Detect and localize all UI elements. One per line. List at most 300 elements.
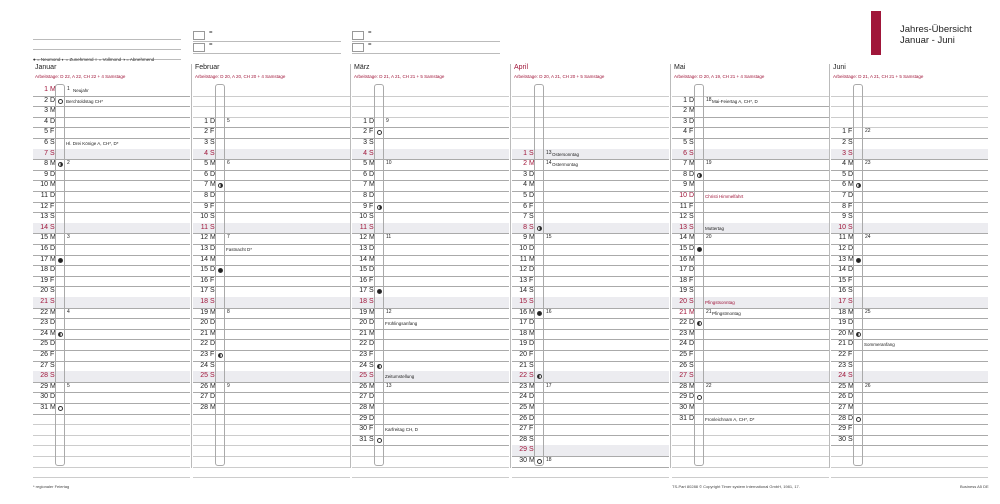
- weekday-letter: F: [529, 202, 534, 210]
- weekday-letter: S: [210, 213, 215, 221]
- day-number: 29: [679, 393, 687, 401]
- weekday-letter: S: [210, 139, 215, 146]
- day-number: 26: [359, 382, 367, 390]
- day-number: 14: [40, 223, 48, 231]
- day-number: 7: [44, 149, 48, 157]
- week-number: 14: [546, 160, 552, 167]
- day-number: 23: [519, 382, 527, 390]
- weekday-letter: S: [689, 149, 694, 157]
- weekday-letter: F: [848, 276, 853, 284]
- day-number: 6: [204, 170, 208, 178]
- day-number: 1: [44, 86, 48, 93]
- weekday-letter: M: [689, 107, 695, 115]
- weekday-letter: D: [210, 393, 216, 401]
- weekday-letter: M: [50, 255, 56, 263]
- weekday-letter: S: [210, 372, 215, 380]
- weekday-letter: M: [529, 234, 535, 242]
- day-number: 14: [200, 255, 208, 263]
- week-number: 5: [227, 117, 230, 124]
- day-number: 13: [679, 223, 687, 231]
- day-number: 17: [519, 319, 527, 327]
- weekday-letter: D: [689, 96, 695, 104]
- page-title: [900, 24, 972, 46]
- weekday-letter: D: [848, 170, 854, 178]
- day-number: 29: [40, 382, 48, 390]
- day-number: 15: [838, 276, 846, 284]
- weekday-letter: F: [50, 276, 55, 284]
- day-number: 23: [679, 329, 687, 337]
- day-number: 25: [519, 404, 527, 411]
- day-number: 16: [838, 287, 846, 295]
- day-number: 3: [683, 117, 687, 125]
- weekday-letter: M: [529, 160, 535, 168]
- binding-tab: [55, 84, 65, 466]
- weekday-letter: M: [50, 329, 56, 337]
- weekday-letter: M: [210, 329, 216, 337]
- empty-row: [672, 467, 829, 479]
- month-workdays: Arbeitstage: D 21, A 21, CH 21 + 5 Samstage: [833, 74, 924, 79]
- weekday-letter: F: [369, 128, 374, 136]
- day-event: Hl. Drei Könige A, CH*, D*: [66, 141, 119, 146]
- day-number: 15: [200, 266, 208, 274]
- day-number: 11: [679, 202, 687, 210]
- weekday-letter: M: [689, 382, 695, 390]
- weekday-letter: M: [50, 86, 56, 93]
- weekday-letter: D: [689, 319, 695, 327]
- weekday-letter: M: [210, 160, 216, 168]
- day-number: 9: [842, 213, 846, 221]
- weekday-letter: S: [529, 213, 534, 221]
- weekday-letter: M: [689, 404, 695, 411]
- week-number: 18: [546, 457, 552, 463]
- weekday-letter: S: [369, 435, 374, 443]
- weekday-letter: D: [210, 170, 216, 178]
- weekday-letter: F: [529, 276, 534, 284]
- month-name: Mai: [674, 64, 686, 71]
- day-number: 20: [838, 329, 846, 337]
- day-number: 1: [842, 128, 846, 136]
- day-number: 22: [838, 351, 846, 358]
- day-number: 28: [679, 382, 687, 390]
- week-number: 18: [706, 96, 712, 103]
- weekday-letter: S: [848, 298, 853, 305]
- day-number: 31: [679, 414, 687, 422]
- week-number: 10: [386, 160, 392, 167]
- weekday-letter: M: [210, 181, 216, 189]
- weekday-letter: S: [689, 223, 694, 231]
- day-number: 17: [359, 287, 367, 295]
- day-number: 10: [40, 181, 48, 189]
- day-number: 19: [359, 308, 367, 316]
- day-number: 25: [40, 340, 48, 348]
- weekday-letter: S: [369, 139, 374, 146]
- weekday-letter: M: [50, 308, 56, 316]
- weekday-letter: D: [848, 266, 854, 274]
- weekday-letter: D: [848, 192, 854, 199]
- month-separator: [350, 64, 351, 468]
- weekday-letter: D: [50, 245, 56, 252]
- weekday-letter: S: [848, 213, 853, 221]
- day-number: 23: [40, 319, 48, 327]
- weekday-letter: S: [50, 361, 55, 369]
- empty-row: [512, 467, 669, 479]
- weekday-letter: F: [50, 202, 55, 210]
- month-name: Februar: [195, 64, 220, 71]
- weekday-letter: S: [689, 361, 694, 369]
- weekday-letter: F: [50, 128, 55, 136]
- weekday-letter: D: [848, 340, 854, 348]
- day-number: 8: [363, 192, 367, 199]
- day-number: 21: [519, 361, 527, 369]
- day-number: 29: [838, 425, 846, 433]
- day-number: 12: [519, 266, 527, 274]
- weekday-letter: S: [369, 223, 374, 231]
- weekday-letter: S: [848, 149, 853, 157]
- month-workdays: Arbeitstage: D 20, A 20, CH 20 + 4 Samstage: [195, 74, 286, 79]
- day-number: 30: [40, 393, 48, 401]
- day-number: 6: [363, 170, 367, 178]
- week-number: 1: [67, 86, 70, 92]
- empty-row: [352, 467, 509, 479]
- weekday-letter: D: [210, 117, 216, 125]
- day-number: 19: [679, 287, 687, 295]
- weekday-letter: M: [848, 234, 854, 242]
- weekday-letter: M: [529, 457, 535, 464]
- weekday-letter: S: [529, 149, 534, 157]
- weekday-letter: M: [848, 404, 854, 411]
- day-event: Muttertag: [705, 225, 725, 231]
- weekday-letter: S: [369, 287, 374, 295]
- week-number: 12: [386, 308, 392, 315]
- title-line-2: Januar - Juni: [900, 35, 955, 46]
- day-number: 7: [683, 160, 687, 168]
- weekday-letter: S: [529, 298, 534, 305]
- weekday-letter: S: [50, 298, 55, 305]
- weekday-letter: S: [210, 361, 215, 369]
- day-number: 19: [519, 340, 527, 348]
- day-number: 17: [679, 266, 687, 274]
- weekday-letter: D: [210, 319, 216, 327]
- day-number: 8: [842, 202, 846, 210]
- month-name: Januar: [35, 64, 57, 71]
- week-number: 11: [386, 234, 392, 241]
- weekday-letter: M: [369, 255, 375, 263]
- day-event: Zeitumstellung: [385, 374, 415, 380]
- weekday-letter: F: [848, 425, 853, 433]
- weekday-letter: D: [210, 340, 216, 348]
- weekday-letter: D: [50, 340, 56, 348]
- day-number: 27: [40, 361, 48, 369]
- day-number: 9: [523, 234, 527, 242]
- day-number: 3: [44, 107, 48, 115]
- day-number: 15: [519, 298, 527, 305]
- weekday-letter: D: [369, 245, 375, 252]
- weekday-letter: D: [529, 170, 535, 178]
- weekday-letter: M: [50, 234, 56, 242]
- weekday-letter: D: [848, 245, 854, 252]
- weekday-letter: M: [848, 255, 854, 263]
- day-number: 25: [838, 382, 846, 390]
- weekday-letter: S: [848, 372, 853, 380]
- weekday-letter: D: [50, 393, 56, 401]
- day-number: 11: [200, 223, 208, 231]
- day-number: 14: [519, 287, 527, 295]
- day-number: 9: [204, 202, 208, 210]
- day-number: 18: [359, 298, 367, 305]
- weekday-letter: M: [689, 255, 695, 263]
- month-workdays: Arbeitstage: D 20, A 21, CH 20 + 5 Samstage: [514, 74, 605, 79]
- weekday-letter: D: [689, 117, 695, 125]
- day-event: Ostermontag: [552, 162, 579, 168]
- weekday-letter: M: [369, 234, 375, 242]
- weekday-letter: S: [50, 372, 55, 380]
- week-number: 13: [386, 382, 392, 389]
- weekday-letter: M: [369, 308, 375, 316]
- day-number: 11: [519, 255, 527, 263]
- day-number: 27: [838, 404, 846, 411]
- day-number: 21: [838, 340, 846, 348]
- binding-tab: [694, 84, 704, 466]
- day-number: 5: [523, 192, 527, 199]
- day-number: 18: [200, 298, 208, 305]
- day-number: 10: [200, 213, 208, 221]
- week-number: 3: [67, 234, 70, 241]
- weekday-letter: F: [369, 276, 374, 284]
- day-event: Berchtoldstag CH*: [66, 98, 104, 104]
- month-workdays: Arbeitstage: D 22, A 22, CH 22 + 4 Samstage: [35, 74, 126, 79]
- weekday-letter: M: [210, 255, 216, 263]
- day-number: 14: [838, 266, 846, 274]
- day-number: 11: [359, 223, 367, 231]
- day-number: 1: [523, 149, 527, 157]
- day-number: 27: [359, 393, 367, 401]
- weekday-letter: S: [689, 298, 694, 305]
- day-number: 13: [200, 245, 208, 252]
- day-number: 10: [679, 192, 687, 199]
- weekday-letter: S: [369, 361, 374, 369]
- weekday-letter: D: [369, 170, 375, 178]
- day-number: 13: [838, 255, 846, 263]
- weekday-letter: F: [50, 351, 55, 358]
- week-number: 7: [227, 234, 230, 241]
- week-number: 25: [865, 308, 871, 315]
- day-number: 7: [204, 181, 208, 189]
- day-number: 18: [838, 308, 846, 316]
- day-number: 12: [359, 234, 367, 242]
- day-number: 3: [523, 170, 527, 178]
- weekday-letter: M: [848, 308, 854, 316]
- month-separator: [191, 64, 192, 468]
- weekday-letter: M: [529, 329, 535, 337]
- weekday-letter: D: [689, 393, 695, 401]
- weekday-letter: D: [689, 245, 695, 252]
- weekday-letter: M: [848, 329, 854, 337]
- month-separator: [829, 64, 830, 468]
- weekday-letter: M: [50, 382, 56, 390]
- day-number: 26: [838, 393, 846, 401]
- day-event: Pfingstsonntag: [705, 300, 735, 305]
- day-number: 23: [359, 351, 367, 358]
- weekday-letter: M: [529, 181, 535, 189]
- day-number: 6: [683, 149, 687, 157]
- day-number: 1: [683, 96, 687, 104]
- day-number: 18: [519, 329, 527, 337]
- weekday-letter: S: [848, 287, 853, 295]
- day-number: 27: [519, 425, 527, 433]
- weekday-letter: S: [848, 435, 853, 443]
- weekday-letter: F: [210, 202, 215, 210]
- weekday-letter: S: [529, 372, 534, 380]
- week-number: 6: [227, 160, 230, 167]
- day-number: 22: [40, 308, 48, 316]
- weekday-letter: M: [50, 181, 56, 189]
- day-number: 3: [363, 139, 367, 146]
- weekday-letter: D: [848, 414, 854, 422]
- day-number: 19: [40, 276, 48, 284]
- footer-edition: Business A5 DE: [960, 484, 989, 489]
- day-number: 24: [40, 329, 48, 337]
- day-number: 22: [679, 319, 687, 327]
- weekday-letter: D: [529, 414, 535, 422]
- day-number: 2: [363, 128, 367, 136]
- day-number: 4: [363, 149, 367, 157]
- mini-field-group-1: = =: [193, 30, 341, 54]
- day-number: 21: [359, 329, 367, 337]
- day-number: 12: [40, 202, 48, 210]
- binding-tab: [374, 84, 384, 466]
- weekday-letter: S: [689, 139, 694, 146]
- weekday-letter: F: [848, 128, 853, 136]
- weekday-letter: D: [369, 266, 375, 274]
- weekday-letter: D: [50, 266, 56, 274]
- day-number: 26: [679, 361, 687, 369]
- weekday-letter: F: [689, 202, 694, 210]
- weekday-letter: M: [50, 160, 56, 168]
- week-number: 19: [706, 160, 712, 167]
- weekday-letter: D: [689, 266, 695, 274]
- weekday-letter: D: [369, 117, 375, 125]
- weekday-letter: M: [529, 308, 535, 316]
- day-number: 13: [40, 213, 48, 221]
- day-number: 10: [838, 223, 846, 231]
- day-number: 5: [842, 170, 846, 178]
- day-number: 24: [519, 393, 527, 401]
- weekday-letter: M: [689, 329, 695, 337]
- weekday-letter: S: [210, 149, 215, 157]
- day-number: 24: [359, 361, 367, 369]
- day-number: 28: [838, 414, 846, 422]
- week-number: 5: [67, 382, 70, 389]
- day-number: 20: [519, 351, 527, 358]
- header-note-lines: [33, 30, 181, 60]
- weekday-letter: F: [369, 202, 374, 210]
- weekday-letter: S: [369, 298, 374, 305]
- day-number: 8: [683, 170, 687, 178]
- weekday-letter: M: [50, 404, 56, 411]
- weekday-letter: D: [369, 319, 375, 327]
- week-number: 4: [67, 308, 70, 315]
- weekday-letter: S: [848, 361, 853, 369]
- day-number: 7: [363, 181, 367, 189]
- weekday-letter: S: [848, 139, 853, 146]
- day-number: 24: [200, 361, 208, 369]
- month-name: März: [354, 64, 370, 71]
- weekday-letter: F: [848, 202, 853, 210]
- day-number: 24: [679, 340, 687, 348]
- day-event: Neujahr: [73, 88, 89, 93]
- day-number: 30: [838, 435, 846, 443]
- empty-row: [33, 467, 190, 479]
- weekday-letter: D: [210, 192, 216, 199]
- day-event: Frühlingsanfang: [385, 321, 418, 327]
- day-number: 1: [363, 117, 367, 125]
- footer-copyright: TS-Part 80288 © Copyright Timer system International GmbH, 1981, 17.: [672, 484, 800, 489]
- weekday-letter: D: [848, 393, 854, 401]
- day-number: 3: [842, 149, 846, 157]
- weekday-letter: S: [369, 213, 374, 221]
- day-number: 20: [359, 319, 367, 327]
- weekday-letter: S: [689, 287, 694, 295]
- day-number: 8: [523, 223, 527, 231]
- day-number: 28: [359, 404, 367, 411]
- day-number: 26: [200, 382, 208, 390]
- day-number: 16: [679, 255, 687, 263]
- weekday-letter: M: [689, 160, 695, 168]
- day-number: 27: [200, 393, 208, 401]
- mini-field-group-2: = =: [352, 30, 500, 54]
- day-number: 2: [44, 96, 48, 104]
- day-number: 30: [519, 457, 527, 464]
- weekday-letter: M: [848, 181, 854, 189]
- weekday-letter: D: [369, 414, 375, 422]
- week-number: 9: [386, 117, 389, 124]
- weekday-letter: F: [529, 351, 534, 358]
- weekday-letter: D: [529, 192, 535, 199]
- weekday-letter: D: [50, 170, 56, 178]
- day-number: 19: [838, 319, 846, 327]
- day-number: 4: [842, 160, 846, 168]
- weekday-letter: M: [689, 308, 695, 316]
- day-number: 6: [44, 139, 48, 146]
- weekday-letter: S: [369, 149, 374, 157]
- day-number: 25: [679, 351, 687, 358]
- day-number: 12: [838, 245, 846, 252]
- day-event: Pfingstmontag: [712, 310, 741, 316]
- weekday-letter: D: [50, 319, 56, 327]
- day-number: 5: [363, 160, 367, 168]
- day-number: 29: [519, 446, 527, 454]
- month-workdays: Arbeitstage: D 20, A 19, CH 21 + 4 Samstage: [674, 74, 765, 79]
- weekday-letter: S: [210, 298, 215, 305]
- day-number: 24: [838, 372, 846, 380]
- day-number: 12: [200, 234, 208, 242]
- weekday-letter: M: [369, 329, 375, 337]
- weekday-letter: F: [689, 351, 694, 358]
- weekday-letter: D: [529, 245, 535, 252]
- day-number: 4: [204, 149, 208, 157]
- day-number: 31: [359, 435, 367, 443]
- day-number: 2: [683, 107, 687, 115]
- day-number: 20: [40, 287, 48, 295]
- weekday-letter: D: [848, 319, 854, 327]
- day-number: 19: [200, 308, 208, 316]
- week-number: 17: [546, 382, 552, 389]
- weekday-letter: F: [369, 351, 374, 358]
- week-number: 20: [706, 234, 712, 241]
- weekday-letter: F: [689, 128, 694, 136]
- week-number: 9: [227, 382, 230, 389]
- day-number: 6: [842, 181, 846, 189]
